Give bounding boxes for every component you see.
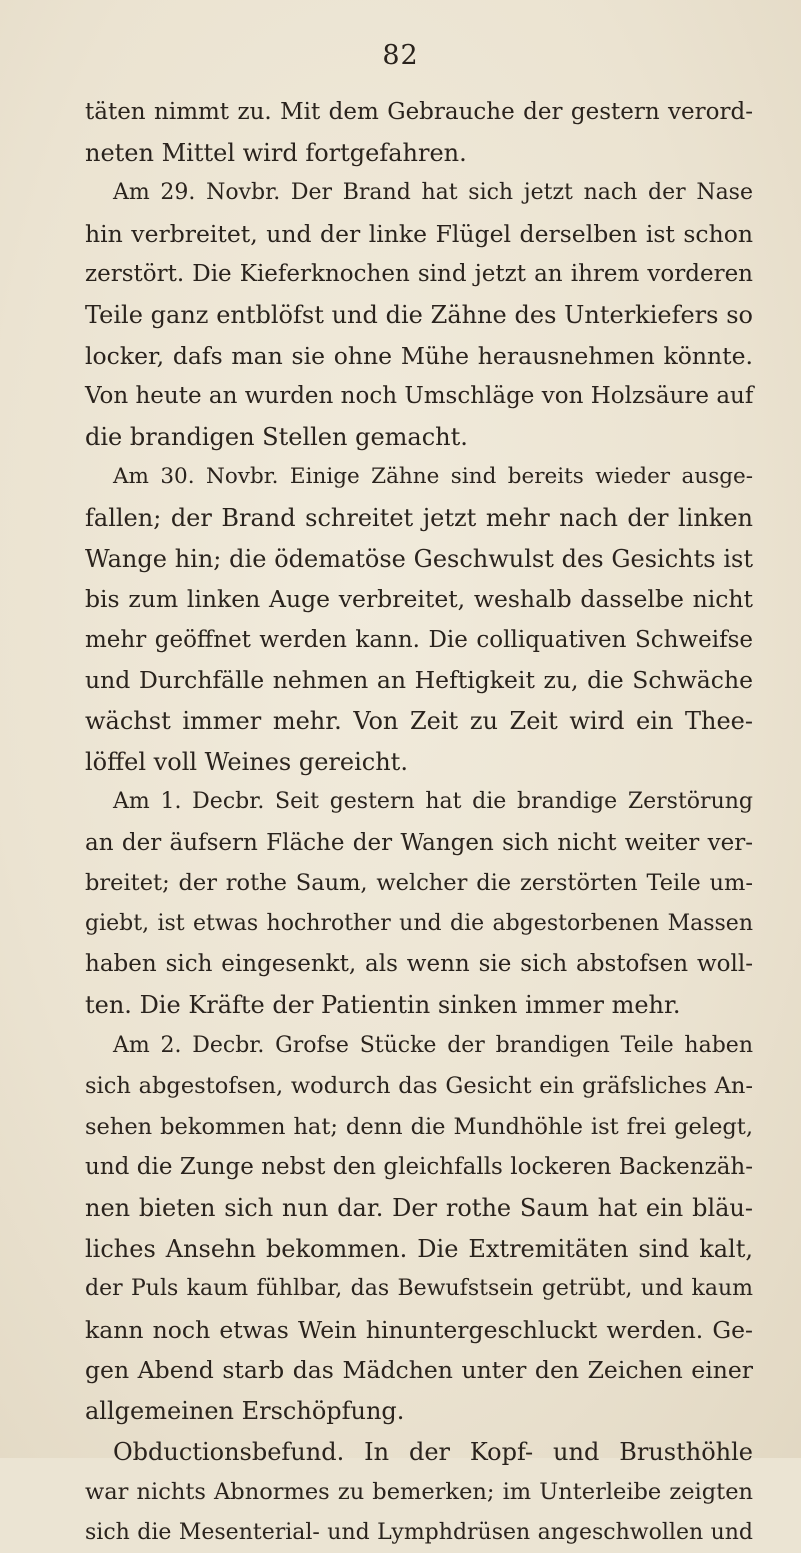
text-line: fallen; der Brand schreitet jetzt mehr nach der linken [85, 503, 753, 532]
text-line: kann noch etwas Wein hinuntergeschluckt werden. Ge- [85, 1315, 753, 1344]
page-number: 82 [382, 40, 419, 71]
text-line: sich die Mesenterial- und Lymphdrüsen angeschwollen und [85, 1519, 753, 1545]
text-line: ten. Die Kräfte der Patientin sinken immer mehr. [85, 991, 681, 1020]
text-line: die brandigen Stellen gemacht. [85, 422, 468, 451]
text-line: und Durchfälle nehmen an Heftigkeit zu, die Schwäche [85, 666, 753, 695]
text-line: bis zum linken Auge verbreitet, weshalb dasselbe nicht [85, 585, 753, 614]
text-line: war nichts Abnormes zu bemerken; im Unterleibe zeigten [85, 1479, 753, 1506]
text-line: wächst immer mehr. Von Zeit zu Zeit wird ein Thee- [85, 706, 753, 735]
text-line: Von heute an wurden noch Umschläge von Holzsäure auf [85, 383, 754, 410]
text-line: Am 30. Novbr. Einige Zähne sind bereits wieder ausge- [113, 464, 753, 490]
text-line: giebt, ist etwas hochrother und die abgestorbenen Massen [85, 910, 753, 936]
text-line: löffel voll Weines gereicht. [85, 747, 408, 776]
text-line: Wange hin; die ödematöse Geschwulst des Gesichts ist [85, 544, 753, 573]
text-line: sich abgestofsen, wodurch das Gesicht ein gräfsliches An- [85, 1073, 753, 1100]
text-line: hin verbreitet, und der linke Flügel derselben ist schon [85, 219, 753, 248]
text-line: breitet; der rothe Saum, welcher die zerstörten Teile um- [85, 870, 753, 897]
text-line: und die Zunge nebst den gleichfalls lockeren Backenzäh- [85, 1154, 753, 1181]
text-line: Am 29. Novbr. Der Brand hat sich jetzt nach der Nase [113, 180, 753, 206]
text-line: neten Mittel wird fortgefahren. [85, 138, 467, 167]
text-line: an der äufsern Fläche der Wangen sich nicht weiter ver- [85, 829, 753, 856]
text-line: zerstört. Die Kieferknochen sind jetzt an ihrem vorderen [85, 261, 753, 288]
text-line: der Puls kaum fühlbar, das Bewufstsein getrübt, und kaum [85, 1276, 753, 1302]
text-line: liches Ansehn bekommen. Die Extremitäten sind kalt, [85, 1234, 753, 1263]
text-line: sehen bekommen hat; denn die Mundhöhle ist frei gelegt, [85, 1113, 753, 1140]
text-line: Obductionsbefund. In der Kopf- und Brusthöhle [113, 1437, 753, 1466]
text-line: Am 2. Decbr. Grofse Stücke der brandigen Teile haben [113, 1032, 753, 1058]
body-text [85, 92, 753, 1553]
text-line: nen bieten sich nun dar. Der rothe Saum hat ein bläu- [85, 1194, 753, 1223]
text-line: mehr geöffnet werden kann. Die colliquativen Schweifse [85, 626, 753, 653]
text-line: locker, dafs man sie ohne Mühe herausnehmen könnte. [85, 341, 753, 370]
text-line: gen Abend starb das Mädchen unter den Zeichen einer [85, 1356, 753, 1385]
text-line: Teile ganz entblöfst und die Zähne des Unterkiefers so [85, 300, 753, 329]
text-line: Am 1. Decbr. Seit gestern hat die brandige Zerstörung [113, 789, 753, 815]
text-line: täten nimmt zu. Mit dem Gebrauche der gestern verord- [85, 99, 753, 125]
text-line: haben sich eingesenkt, als wenn sie sich abstofsen woll- [85, 951, 753, 978]
text-line: allgemeinen Erschöpfung. [85, 1397, 405, 1425]
